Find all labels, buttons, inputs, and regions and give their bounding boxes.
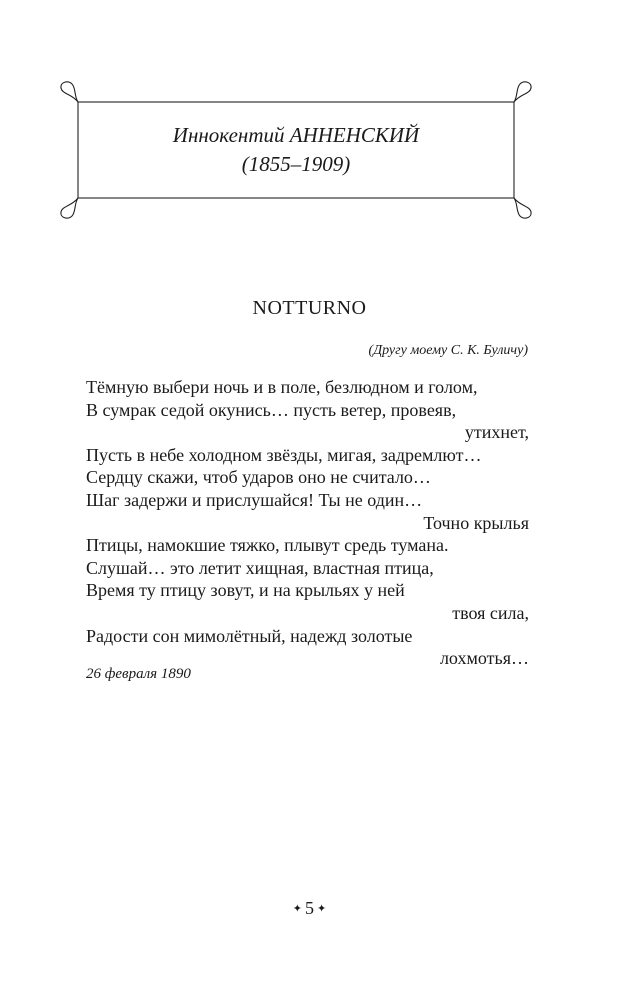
- poem-line: Птицы, намокшие тяжко, плывут средь тумана.: [86, 535, 449, 556]
- poem-line: лохмотья…: [439, 648, 529, 669]
- diamond-star-icon: ✦: [292, 903, 302, 915]
- poem-line: Шаг задержи и прислушайся! Ты не один…: [86, 489, 423, 510]
- poem-line: В сумрак седой окунись… пусть ветер, провеяв,: [86, 399, 457, 420]
- poem-line: Сердцу скажи, чтоб ударов оно не считало…: [86, 467, 431, 488]
- author-heading: [78, 102, 514, 198]
- page-footer: [0, 898, 619, 919]
- poem-line: твоя сила,: [452, 602, 529, 623]
- poem-dedication: (Другу моему С. К. Буличу): [368, 343, 528, 358]
- page-number: 5: [305, 898, 314, 918]
- poem-line: Пусть в небе холодном звёзды, мигая, задремлют…: [86, 444, 482, 465]
- poem-line: Радости сон мимолётный, надежд золотые: [86, 625, 413, 646]
- poem-body: [86, 376, 529, 670]
- poem-line: Слушай… это летит хищная, властная птица,: [86, 557, 434, 578]
- author-name: Иннокентий АННЕНСКИЙ: [172, 123, 420, 147]
- poem-line: Время ту птицу зовут, и на крыльях у ней: [86, 580, 405, 601]
- poem-title: NOTTURNO: [252, 297, 367, 319]
- poem-line: Тёмную выбери ночь и в поле, безлюдном и голом,: [86, 377, 478, 397]
- author-years: (1855–1909): [241, 152, 351, 176]
- poem-date: 26 февраля 1890: [86, 666, 191, 682]
- poem-line: Точно крылья: [423, 512, 529, 533]
- poem-line: утихнет,: [464, 422, 529, 443]
- diamond-star-icon: ✦: [317, 903, 327, 915]
